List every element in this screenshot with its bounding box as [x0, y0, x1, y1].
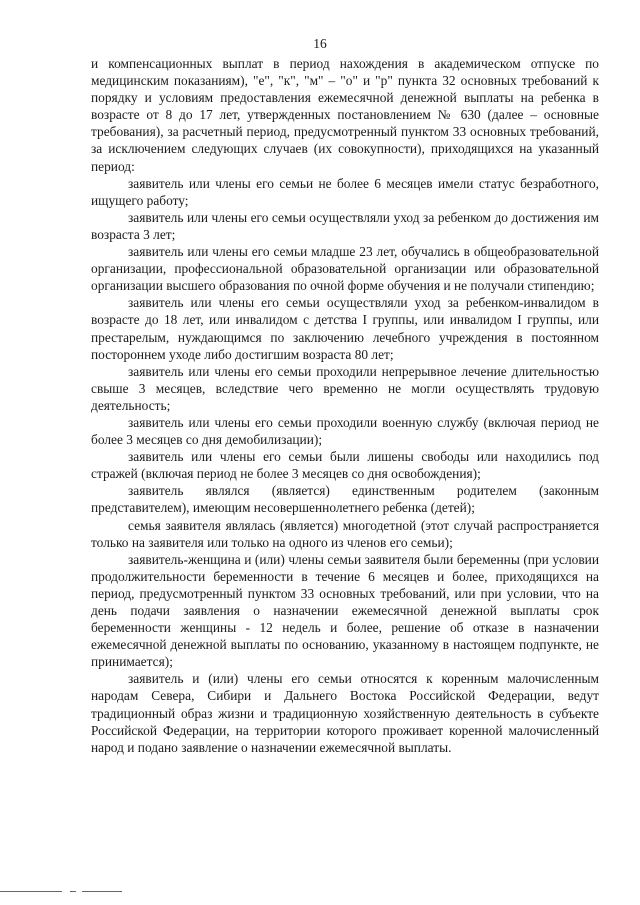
paragraph-indigenous: заявитель и (или) члены его семьи относятся к коренным малочисленным народам Севера, Сибири и Дальнего Востока Российской Федерации, ведут традиционный образ жизни и традиционную хозяйственную деятельность в субъекте Российской Федерации, на территории которого проживает коренной малочисленный народ и подано заявление о назначении ежемесячной выплаты.: [91, 671, 599, 755]
paragraph-treatment: заявитель или члены его семьи проходили непрерывное лечение длительностью свыше 3 месяцев, вследствие чего временно не могли осуществлять трудовую деятельность;: [91, 363, 599, 413]
paragraph-large-family: семья заявителя являлась (является) многодетной (этот случай распространяется только на заявителя или только на одного из членов его семьи);: [91, 517, 599, 550]
paragraph-students: заявитель или члены его семьи младше 23 лет, обучались в общеобразовательной организации, профессиональной образовательной организации или образовательной организации высшего образования по очной форме обучения и не получали стипендию;: [91, 244, 599, 294]
paragraph-child-care: заявитель или члены его семьи осуществляли уход за ребенком до достижения им возраста 3 лет;: [91, 209, 599, 242]
scan-artifact-line: [0, 891, 62, 892]
paragraph-pregnancy: заявитель-женщина и (или) члены семьи заявителя были беременны (при условии продолжительности беременности в течение 6 месяцев и более, приходящихся на период, предусмотренный пунктом 33 основных требований, или при условии, что на день подачи заявления о назначении ежемесячной денежной выплаты срок беременности женщины - 12 недель и более, решение об отказе в назначении ежемесячной денежной выплаты по основанию, указанному в настоящем подпункте, не принимается);: [91, 551, 599, 670]
paragraph-disabled-care: заявитель или члены его семьи осуществляли уход за ребенком-инвалидом в возрасте до 18 лет, или инвалидом с детства I группы, или инвалидом I группы, или престарелым, нуждающимся по заключению лечебного учреждения в постоянном постороннем уходе либо достигшим возраста 80 лет;: [91, 295, 599, 362]
document-body: [91, 55, 599, 756]
paragraph-imprisonment: заявитель или члены его семьи были лишены свободы или находились под стражей (включая период не более 3 месяцев со дня освобождения);: [91, 449, 599, 482]
paragraph-unemployed: заявитель или члены его семьи не более 6 месяцев имели статус безработного, ищущего работу;: [91, 175, 599, 208]
paragraph-military: заявитель или члены его семьи проходили военную службу (включая период не более 3 месяцев со дня демобилизации);: [91, 414, 599, 448]
paragraph-single-parent: заявитель являлся (является) единственным родителем (законным представителем), имеющим несовершеннолетнего ребенка (детей);: [91, 483, 599, 516]
scan-artifact-line: [70, 891, 76, 892]
scan-artifact-line: [82, 891, 122, 892]
page-number: 16: [313, 36, 327, 51]
paragraph-intro: и компенсационных выплат в период нахождения в академическом отпуске по медицинским показаниям), "е", "к", "м" – "о" и "р" пункта 32 основных требований к порядку и условиям предоставления ежемесячной денежной выплаты на ребенка в возрасте от 8 до 17 лет, утвержденных постановлением № 630 (далее – основные требования), за расчетный период, предусмотренный пунктом 33 основных требований, за исключением следующих случаев (их совокупности), приходящихся на указанный период:: [91, 56, 599, 174]
